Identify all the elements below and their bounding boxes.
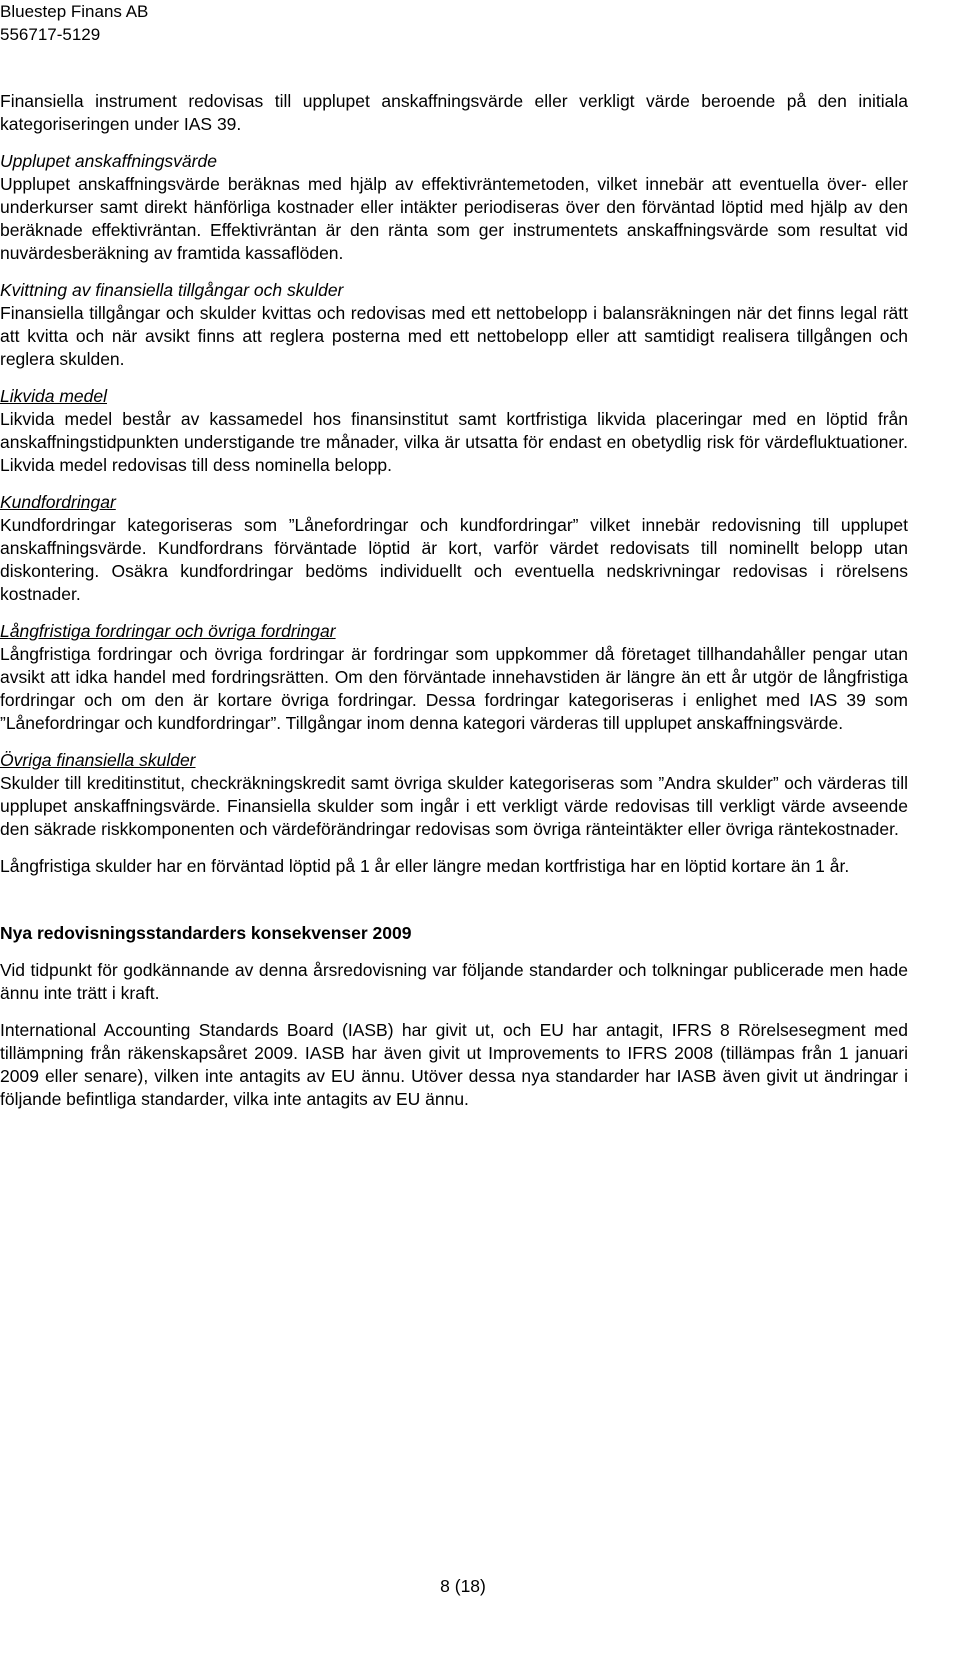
section-heading: Upplupet anskaffningsvärde [0,151,217,171]
section-paragraph: Långfristiga fordringar och övriga fordringar är fordringar som uppkommer då företaget tillhandahåller pengar utan avsikt att idka handel med fordringsrätten. Om den förväntade innehavstiden är längre än ett år utgör de långfristiga fordringar och om den är kortare övriga fordringar. Dessa fordringar kategoriseras i enlighet med IAS 39 som ”Lånefordringar och kundfordringar”. Tillgångar inom denna kategori värderas till upplupet anskaffningsvärde. [0,644,908,733]
org-number: 556717-5129 [0,25,101,44]
spacer [0,892,908,922]
section-paragraph: Likvida medel består av kassamedel hos finansinstitut samt kortfristiga likvida placeringar med en löptid från anskaffningstidpunkten understigande tre månader, vilka är utsatta för endast en obetydlig risk för värdefluktuationer. Likvida medel redovisas till dess nominella belopp. [0,409,908,475]
document-body [0,90,908,1125]
section-kundfordringar [0,491,908,606]
section-heading: Kvittning av finansiella tillgångar och skulder [0,280,344,300]
section-likvida-medel [0,385,908,477]
section-paragraph: Skulder till kreditinstitut, checkräkningskredit samt övriga skulder kategoriseras som ”Andra skulder” och värderas till upplupet anskaffningsvärde. Finansiella skulder som ingår i ett verkligt värde redovisas till verkligt värde avseende den säkrade riskkomponenten och värdeförändringar redovisas som övriga ränteintäkter eller övriga räntekostnader. [0,773,908,839]
section-paragraph: Kundfordringar kategoriseras som ”Lånefordringar och kundfordringar” vilket innebär redovisning till upplupet anskaffningsvärde. Kundfordrans förväntade löptid är kort, varför värdet redovisats till nominellt belopp utan diskontering. Osäkra kundfordringar bedöms individuellt och eventuella nedskrivningar redovisas i rörelsens kostnader. [0,515,908,604]
page-number: 8 (18) [440,1576,486,1596]
section-paragraph: Finansiella tillgångar och skulder kvittas och redovisas med ett nettobelopp i balansräkningen när det finns legal rätt att kvitta och när avsikt finns att reglera posterna med ett nettobelopp eller att samtidigt realisera tillgången och reglera skulden. [0,303,908,369]
new-standards-paragraph-1: Vid tidpunkt för godkännande av denna årsredovisning var följande standarder och tolkningar publicerade men hade ännu inte trätt i kraft. [0,960,908,1003]
long-term-note: Långfristiga skulder har en förväntad löptid på 1 år eller längre medan kortfristiga har en löptid kortare än 1 år. [0,856,850,876]
section-heading: Likvida medel [0,386,107,406]
intro-paragraph: Finansiella instrument redovisas till upplupet anskaffningsvärde eller verkligt värde beroende på den initiala kategoriseringen under IAS 39. [0,91,908,134]
section-heading: Långfristiga fordringar och övriga fordringar [0,621,336,641]
company-name: Bluestep Finans AB [0,2,149,21]
section-heading: Kundfordringar [0,492,116,512]
section-paragraph: Upplupet anskaffningsvärde beräknas med hjälp av effektivräntemetoden, vilket innebär att eventuella över- eller underkurser samt direkt hänförliga kostnader eller intäkter periodiseras över den förväntad löptid med hjälp av den beräknade effektivräntan. Effektivräntan är den ränta som ger instrumentets anskaffningsvärde som resultat vid nuvärdesberäkning av framtida kassaflöden. [0,174,908,263]
section-langfristiga-fordringar [0,620,908,735]
new-standards-heading: Nya redovisningsstandarders konsekvenser 2009 [0,923,412,943]
section-upplupet [0,150,908,265]
section-kvittning [0,279,908,371]
new-standards-paragraph-2: International Accounting Standards Board (IASB) har givit ut, och EU har antagit, IFRS 8 Rörelsesegment med tillämpning från räkenskapsåret 2009. IASB har även givit ut Improvements to IFRS 2008 (tillämpas från 1 januari 2009 eller senare), vilken inte antagits av EU ännu. Utöver dessa nya standarder har IASB även givit ut ändringar i följande befintliga standarder, vilka inte antagits av EU ännu. [0,1020,908,1109]
long-term-note-section [0,855,908,878]
section-heading: Övriga finansiella skulder [0,750,196,770]
intro-section [0,90,908,136]
new-standards-p1-block [0,959,908,1005]
new-standards-heading-block [0,922,908,945]
page-header [0,0,148,46]
new-standards-p2-block [0,1019,908,1111]
section-ovriga-skulder [0,749,908,841]
